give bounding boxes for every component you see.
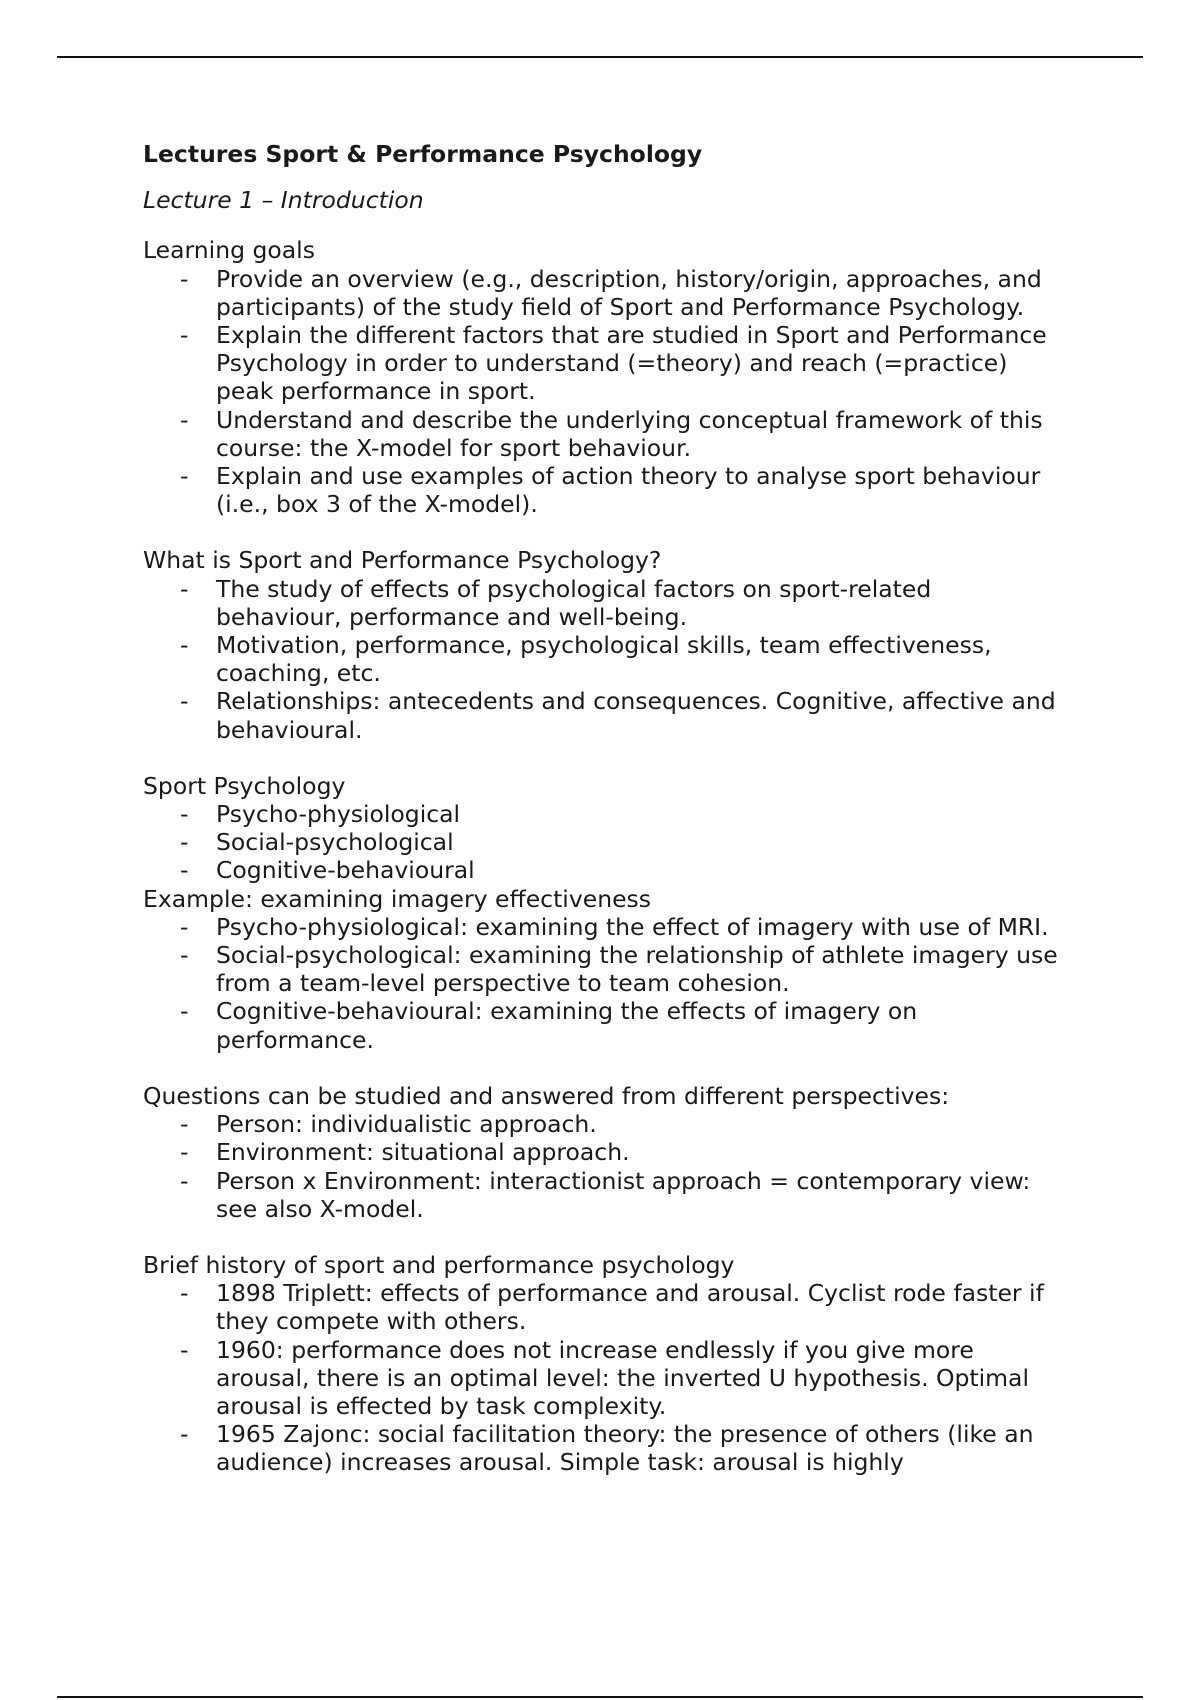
list-item: - Motivation, performance, psychological skills, team effectiveness, coaching, etc.	[143, 631, 1063, 687]
section-heading: Questions can be studied and answered from different perspectives:	[143, 1081, 950, 1110]
section-imagery-example	[143, 885, 1063, 1054]
list-item: - 1965 Zajonc: social facilitation theory: the presence of others (like an audience) increases arousal. Simple task: arousal is highly	[143, 1420, 1063, 1476]
section-heading: What is Sport and Performance Psychology?	[143, 546, 662, 575]
document-title: Lectures Sport & Performance Psychology	[143, 140, 703, 168]
list-item: - Social-psychological	[143, 828, 1063, 856]
section-what-is-sport-psychology	[143, 546, 1063, 743]
list-item: - Explain and use examples of action theory to analyse sport behaviour (i.e., box 3 of the X-model).	[143, 462, 1063, 518]
section-learning-goals	[143, 236, 1063, 518]
list-item: - Cognitive-behavioural: examining the effects of imagery on performance.	[143, 997, 1063, 1053]
section-sport-psychology	[143, 772, 1063, 885]
list-item: - Person: individualistic approach.	[143, 1110, 1063, 1138]
list-item: - Explain the different factors that are studied in Sport and Performance Psychology in order to understand (=theory) and reach (=practice) peak performance in sport.	[143, 321, 1063, 406]
section-heading: Learning goals	[143, 236, 315, 265]
section-heading: Example: examining imagery effectiveness	[143, 884, 652, 913]
bottom-rule	[57, 1696, 1143, 1698]
list-item: - Psycho-physiological: examining the effect of imagery with use of MRI.	[143, 913, 1063, 941]
bullet-list	[143, 265, 1063, 519]
list-item: - Provide an overview (e.g., description, history/origin, approaches, and participants) of the study field of Sport and Performance Psychology.	[143, 265, 1063, 321]
top-rule	[57, 56, 1143, 58]
list-item: - 1898 Triplett: effects of performance and arousal. Cyclist rode faster if they compete with others.	[143, 1279, 1063, 1335]
list-item: - Cognitive-behavioural	[143, 856, 1063, 884]
bullet-list	[143, 1279, 1063, 1476]
bullet-list	[143, 575, 1063, 744]
list-item: - Psycho-physiological	[143, 800, 1063, 828]
section-heading: Sport Psychology	[143, 771, 346, 800]
list-item: - Person x Environment: interactionist approach = contemporary view: see also X-model.	[143, 1167, 1063, 1223]
list-item: - Relationships: antecedents and consequences. Cognitive, affective and behavioural.	[143, 687, 1063, 743]
lecture-subtitle: Lecture 1 – Introduction	[143, 186, 424, 215]
list-item: - Environment: situational approach.	[143, 1138, 1063, 1166]
section-heading: Brief history of sport and performance psychology	[143, 1250, 735, 1279]
bullet-list	[143, 800, 1063, 885]
list-item: - 1960: performance does not increase endlessly if you give more arousal, there is an optimal level: the inverted U hypothesis. Optimal arousal is effected by task complexity.	[143, 1336, 1063, 1421]
section-brief-history	[143, 1251, 1063, 1477]
section-perspectives	[143, 1082, 1063, 1223]
list-item: - Understand and describe the underlying conceptual framework of this course: the X-model for sport behaviour.	[143, 406, 1063, 462]
document-page	[143, 140, 1063, 1477]
list-item: - The study of effects of psychological factors on sport-related behaviour, performance and well-being.	[143, 575, 1063, 631]
bullet-list	[143, 913, 1063, 1054]
bullet-list	[143, 1110, 1063, 1223]
list-item: - Social-psychological: examining the relationship of athlete imagery use from a team-level perspective to team cohesion.	[143, 941, 1063, 997]
